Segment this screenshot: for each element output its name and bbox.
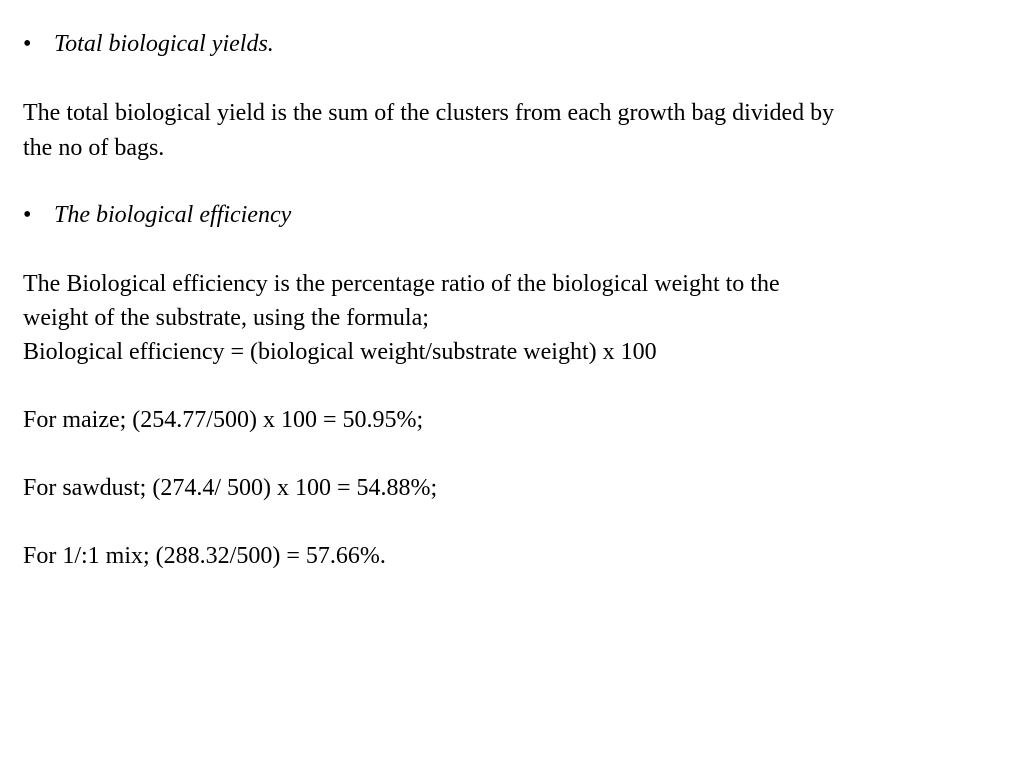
- total-yield-paragraph-line2: the no of bags.: [23, 135, 165, 161]
- heading-total-yields: Total biological yields.: [54, 31, 274, 57]
- heading-biological-efficiency: The biological efficiency: [54, 202, 292, 228]
- calculation-sawdust: For sawdust; (274.4/ 500) x 100 = 54.88%;: [23, 475, 438, 501]
- bullet-heading-total-yields: [23, 27, 274, 61]
- efficiency-formula: Biological efficiency = (biological weight/substrate weight) x 100: [23, 339, 657, 365]
- calculation-maize: For maize; (254.77/500) x 100 = 50.95%;: [23, 407, 424, 433]
- bullet-icon: •: [23, 202, 32, 228]
- calculation-mix: For 1/:1 mix; (288.32/500) = 57.66%.: [23, 543, 386, 569]
- efficiency-paragraph-line1: The Biological efficiency is the percentage ratio of the biological weight to the: [23, 271, 780, 297]
- total-yield-paragraph-line1: The total biological yield is the sum of the clusters from each growth bag divided by: [23, 100, 835, 126]
- efficiency-paragraph-line2: weight of the substrate, using the formula;: [23, 305, 429, 331]
- bullet-heading-biological-efficiency: [23, 198, 291, 232]
- bullet-icon: •: [23, 31, 32, 57]
